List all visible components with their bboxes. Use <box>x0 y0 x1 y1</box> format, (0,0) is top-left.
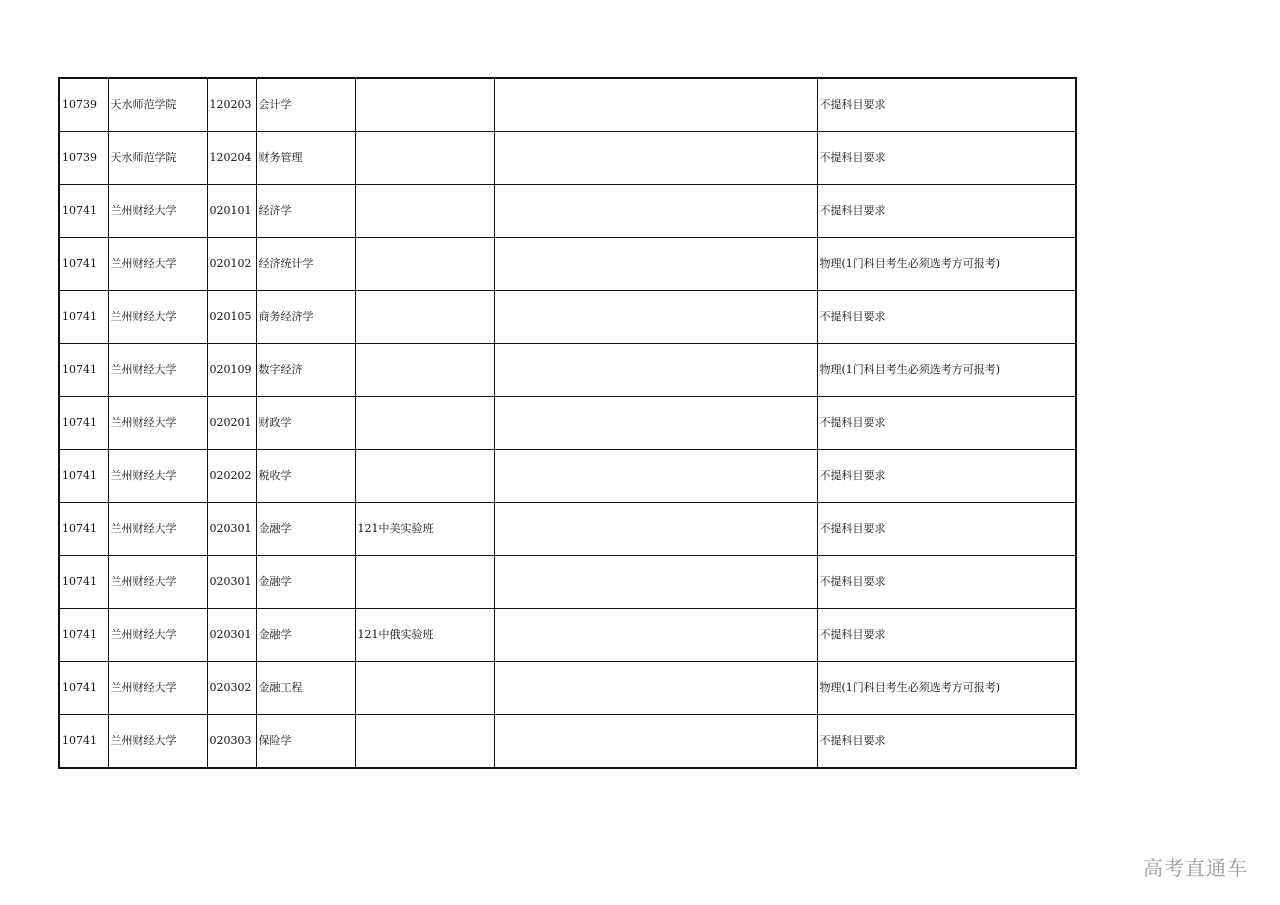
remarks-cell <box>494 609 817 662</box>
school-name-cell: 兰州财经大学 <box>108 450 207 503</box>
program-note-cell <box>355 132 494 185</box>
school-name-cell: 兰州财经大学 <box>108 185 207 238</box>
remarks-cell <box>494 291 817 344</box>
subject-requirement-cell: 不提科目要求 <box>817 185 1076 238</box>
major-name-cell: 金融学 <box>256 609 355 662</box>
table-row <box>59 185 1076 238</box>
school-name-cell: 兰州财经大学 <box>108 238 207 291</box>
school-code-cell: 10741 <box>59 397 108 450</box>
major-code-cell: 120204 <box>207 132 256 185</box>
school-code-cell: 10741 <box>59 556 108 609</box>
table-row <box>59 662 1076 715</box>
major-code-cell: 020101 <box>207 185 256 238</box>
program-note-cell <box>355 556 494 609</box>
school-name-cell: 天水师范学院 <box>108 132 207 185</box>
subject-requirement-cell: 不提科目要求 <box>817 450 1076 503</box>
school-code-cell: 10739 <box>59 78 108 132</box>
table-row <box>59 397 1076 450</box>
school-code-cell: 10741 <box>59 238 108 291</box>
major-code-cell: 020201 <box>207 397 256 450</box>
remarks-cell <box>494 715 817 769</box>
remarks-cell <box>494 556 817 609</box>
major-code-cell: 020301 <box>207 503 256 556</box>
remarks-cell <box>494 450 817 503</box>
watermark-text: 高考直通车 <box>1143 856 1248 880</box>
table-row <box>59 715 1076 769</box>
program-note-cell: 121中美实验班 <box>355 503 494 556</box>
table-row <box>59 238 1076 291</box>
school-code-cell: 10741 <box>59 609 108 662</box>
subject-requirement-cell: 不提科目要求 <box>817 132 1076 185</box>
subject-requirement-cell: 物理(1门科目考生必须选考方可报考) <box>817 238 1076 291</box>
school-code-cell: 10741 <box>59 662 108 715</box>
subject-requirement-cell: 不提科目要求 <box>817 291 1076 344</box>
program-note-cell <box>355 291 494 344</box>
school-name-cell: 兰州财经大学 <box>108 715 207 769</box>
table-row <box>59 450 1076 503</box>
school-code-cell: 10741 <box>59 503 108 556</box>
major-code-cell: 020303 <box>207 715 256 769</box>
major-name-cell: 保险学 <box>256 715 355 769</box>
admission-requirements-table <box>58 77 1077 769</box>
table-row <box>59 291 1076 344</box>
program-note-cell <box>355 662 494 715</box>
school-name-cell: 兰州财经大学 <box>108 344 207 397</box>
subject-requirement-cell: 不提科目要求 <box>817 609 1076 662</box>
major-code-cell: 020301 <box>207 609 256 662</box>
major-code-cell: 020301 <box>207 556 256 609</box>
school-name-cell: 兰州财经大学 <box>108 662 207 715</box>
major-code-cell: 020105 <box>207 291 256 344</box>
school-code-cell: 10741 <box>59 344 108 397</box>
remarks-cell <box>494 185 817 238</box>
table-row <box>59 503 1076 556</box>
program-note-cell <box>355 715 494 769</box>
table-row <box>59 132 1076 185</box>
program-note-cell <box>355 185 494 238</box>
subject-requirement-cell: 物理(1门科目考生必须选考方可报考) <box>817 662 1076 715</box>
major-name-cell: 经济统计学 <box>256 238 355 291</box>
school-name-cell: 兰州财经大学 <box>108 609 207 662</box>
major-code-cell: 020302 <box>207 662 256 715</box>
school-name-cell: 兰州财经大学 <box>108 503 207 556</box>
major-code-cell: 020202 <box>207 450 256 503</box>
remarks-cell <box>494 132 817 185</box>
major-name-cell: 金融学 <box>256 556 355 609</box>
school-code-cell: 10741 <box>59 450 108 503</box>
school-name-cell: 兰州财经大学 <box>108 397 207 450</box>
school-name-cell: 天水师范学院 <box>108 78 207 132</box>
major-name-cell: 金融学 <box>256 503 355 556</box>
subject-requirement-cell: 不提科目要求 <box>817 397 1076 450</box>
remarks-cell <box>494 397 817 450</box>
table-row <box>59 609 1076 662</box>
major-name-cell: 税收学 <box>256 450 355 503</box>
major-code-cell: 020109 <box>207 344 256 397</box>
program-note-cell <box>355 238 494 291</box>
school-code-cell: 10741 <box>59 185 108 238</box>
subject-requirement-cell: 不提科目要求 <box>817 78 1076 132</box>
school-code-cell: 10741 <box>59 291 108 344</box>
major-code-cell: 020102 <box>207 238 256 291</box>
major-name-cell: 经济学 <box>256 185 355 238</box>
major-name-cell: 数字经济 <box>256 344 355 397</box>
subject-requirement-cell: 物理(1门科目考生必须选考方可报考) <box>817 344 1076 397</box>
table-row <box>59 344 1076 397</box>
subject-requirement-cell: 不提科目要求 <box>817 715 1076 769</box>
program-note-cell <box>355 78 494 132</box>
program-note-cell <box>355 397 494 450</box>
school-name-cell: 兰州财经大学 <box>108 291 207 344</box>
remarks-cell <box>494 503 817 556</box>
remarks-cell <box>494 238 817 291</box>
subject-requirement-cell: 不提科目要求 <box>817 503 1076 556</box>
major-name-cell: 金融工程 <box>256 662 355 715</box>
major-name-cell: 财务管理 <box>256 132 355 185</box>
program-note-cell: 121中俄实验班 <box>355 609 494 662</box>
table-body <box>59 78 1076 768</box>
major-name-cell: 会计学 <box>256 78 355 132</box>
major-name-cell: 财政学 <box>256 397 355 450</box>
major-name-cell: 商务经济学 <box>256 291 355 344</box>
program-note-cell <box>355 450 494 503</box>
major-code-cell: 120203 <box>207 78 256 132</box>
table-row <box>59 78 1076 132</box>
table-row <box>59 556 1076 609</box>
school-name-cell: 兰州财经大学 <box>108 556 207 609</box>
program-note-cell <box>355 344 494 397</box>
school-code-cell: 10741 <box>59 715 108 769</box>
subject-requirement-cell: 不提科目要求 <box>817 556 1076 609</box>
remarks-cell <box>494 78 817 132</box>
remarks-cell <box>494 662 817 715</box>
remarks-cell <box>494 344 817 397</box>
school-code-cell: 10739 <box>59 132 108 185</box>
